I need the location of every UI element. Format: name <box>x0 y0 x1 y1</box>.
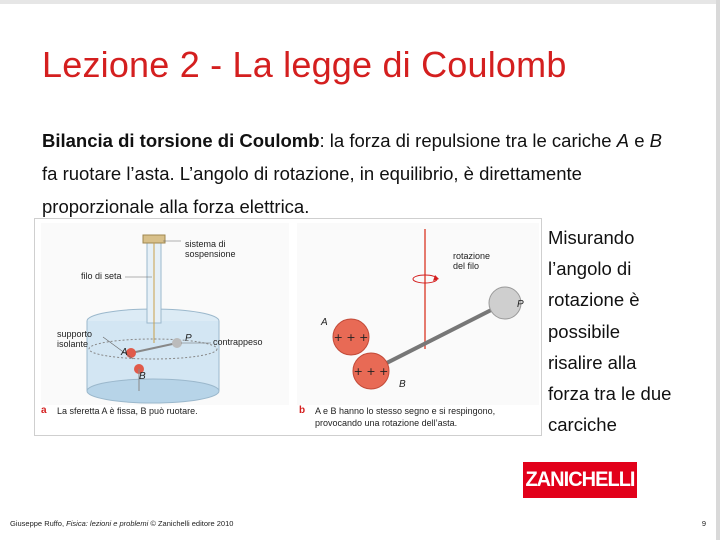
footer-book: Fisica: lezioni e problemi <box>66 519 149 528</box>
letter-p-right: P <box>517 299 524 310</box>
body-text-3: fa ruotare l’asta. L’angolo di rotazione, in equilibrio, è direttamente proporzionale alla forza elettrica. <box>42 163 582 217</box>
body-text-1: : la forza di repulsione tra le cariche <box>319 130 617 151</box>
body-bold-lead: Bilancia di torsione di Coulomb <box>42 130 320 151</box>
caption-b-line1: A e B hanno lo stesso segno e si respingono, <box>315 406 496 416</box>
label-filo: filo di seta <box>81 271 122 281</box>
letter-a-right: A <box>321 317 328 328</box>
torsion-balance-figure <box>34 218 542 436</box>
body-var-a: A <box>616 130 630 151</box>
body-text-2: e <box>629 130 650 151</box>
side-note: Misurando l’angolo di rotazione è possibile risalire alla forza tra le due carciche <box>548 227 672 436</box>
letter-a-left: A <box>121 347 128 358</box>
caption-b-line2: provocando una rotazione dell’asta. <box>315 418 458 428</box>
slide-title: Lezione 2 - La legge di Coulomb <box>42 44 567 85</box>
body-paragraph <box>42 124 682 223</box>
label-rotazione: rotazione del filo <box>453 251 491 271</box>
letter-p-left: P <box>185 333 192 344</box>
label-contrappeso: contrappeso <box>213 337 263 347</box>
charges-b: + + + <box>353 365 389 378</box>
label-supporto: supporto isolante <box>57 329 93 349</box>
footer-author: Giuseppe Ruffo, <box>10 519 67 528</box>
page-number: 9 <box>701 519 706 528</box>
caption-b-letter: b <box>299 405 306 416</box>
letter-b-left: B <box>139 371 146 382</box>
caption-a-letter: a <box>41 405 47 416</box>
label-sistema: sistema di sospensione <box>185 239 236 259</box>
zanichelli-logo: ZANICHELLI <box>523 462 637 498</box>
footer-rest: © Zanichelli editore 2010 <box>148 519 234 528</box>
counterweight <box>172 338 182 348</box>
letter-b-right: B <box>399 379 406 390</box>
body-var-b: B <box>649 130 662 151</box>
charges-a: + + + <box>333 331 369 344</box>
suspension-knob <box>143 235 165 243</box>
footer-credit <box>10 519 233 528</box>
cylinder-base <box>87 379 219 403</box>
caption-a: La sferetta A è fissa, B può ruotare. <box>57 406 198 416</box>
